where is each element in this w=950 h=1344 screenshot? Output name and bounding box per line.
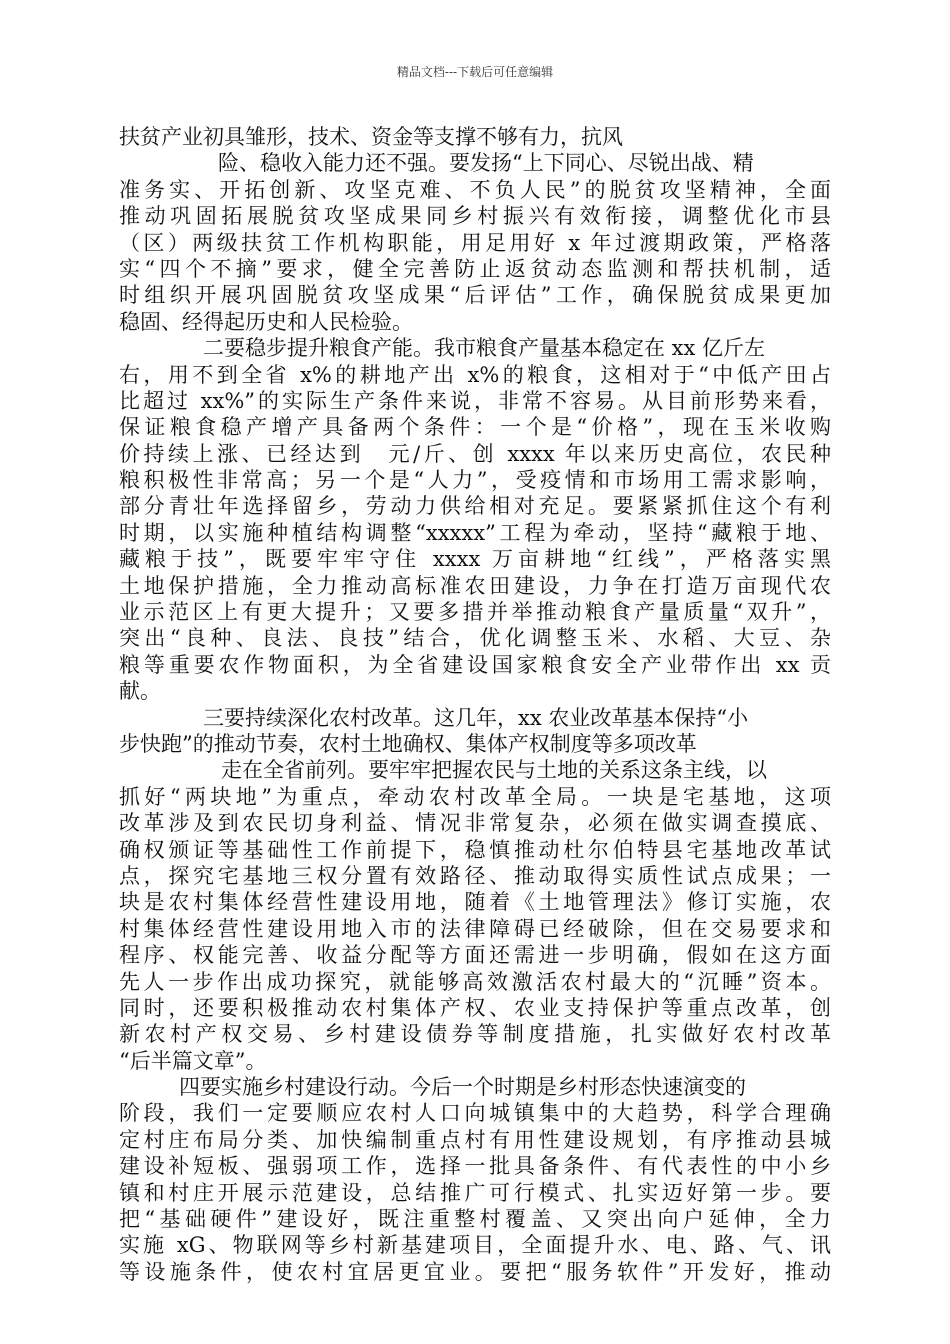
text-line: 块是农村集体经营性建设用地，随着《土地管理法》修订实施，农 xyxy=(119,890,831,915)
page-header: 精品文档---下载后可任意编辑 xyxy=(396,65,554,79)
text-line: 献。 xyxy=(119,679,161,704)
text-line: 扶贫产业初具雏形，技术、资金等支撑不够有力，抗风 xyxy=(119,125,623,149)
text-line: 保证粮食稳产增产具备两个条件：一个是“价格”，现在玉米收购 xyxy=(119,415,831,440)
text-line: 粮积极性非常高；另一个是“人力”，受疫情和市场用工需求影响， xyxy=(119,468,831,493)
text-line: 步快跑”的推动节奏，农村土地确权、集体产权制度等多项改革 xyxy=(119,731,697,756)
text-line: 改革涉及到农民切身利益、情况非常复杂，必须在做实调查摸底、 xyxy=(119,811,831,836)
text-line: 时期，以实施种植结构调整“xxxxx”工程为牵动，坚持“藏粮于地、 xyxy=(119,520,831,545)
text-line: 业示范区上有更大提升；又要多措并举推动粮食产量质量“双升”， xyxy=(119,600,831,625)
text-line: 实施 xG、物联网等乡村新基建项目，全面提升水、电、路、气、讯 xyxy=(119,1233,831,1258)
text-line: 粮等重要农作物面积，为全省建设国家粮食安全产业带作出 xx 贡 xyxy=(119,652,831,677)
text-line: 阶段，我们一定要顺应农村人口向城镇集中的大趋势，科学合理确 xyxy=(119,1101,831,1126)
text-line: 把“基础硬件”建设好，既注重整村覆盖、又突出向户延伸，全力 xyxy=(119,1207,831,1232)
text-line: 等设施条件，使农村宜居更宜业。要把“服务软件”开发好，推动 xyxy=(119,1259,831,1284)
text-line: 镇和村庄开展示范建设，总结推广可行模式、扎实迈好第一步。要 xyxy=(119,1180,831,1205)
text-line: 价持续上涨、已经达到 元/斤、创 xxxx 年以来历史高位，农民种 xyxy=(119,441,831,466)
text-line: 先人一步作出成功探究，就能够高效激活农村最大的“沉睡”资本。 xyxy=(119,969,831,994)
text-line: 推动巩固拓展脱贫攻坚成果同乡村振兴有效衔接，调整优化市县 xyxy=(119,204,831,229)
text-line: 四要实施乡村建设行动。今后一个时期是乡村形态快速演变的 xyxy=(179,1075,746,1100)
text-line: 右，用不到全省 x%的耕地产出 x%的粮食，这相对于“中低产田占 xyxy=(119,362,831,387)
text-line: 比超过 xx%”的实际生产条件来说，非常不容易。从目前形势来看， xyxy=(119,388,831,413)
text-line: 藏粮于技”，既要牢牢守住 xxxx 万亩耕地“红线”，严格落实黑 xyxy=(119,547,831,572)
text-line: 土地保护措施，全力推动高标准农田建设，力争在打造万亩现代农 xyxy=(119,573,831,598)
text-line: 稳固、经得起历史和人民检验。 xyxy=(119,309,413,334)
text-line: 部分青壮年选择留乡，劳动力供给相对充足。要紧紧抓住这个有利 xyxy=(119,494,831,519)
text-line: 村集体经营性建设用地入市的法律障碍已经破除，但在交易要求和 xyxy=(119,916,831,941)
text-line: 建设补短板、强弱项工作，选择一批具备条件、有代表性的中小乡 xyxy=(119,1154,831,1179)
text-line: 同时，还要积极推动农村集体产权、农业支持保护等重点改革，创 xyxy=(119,995,831,1020)
text-line: 三要持续深化农村改革。这几年，xx 农业改革基本保持“小 xyxy=(203,705,749,730)
text-line: 新农村产权交易、乡村建设债券等制度措施，扎实做好农村改革 xyxy=(119,1022,831,1047)
text-line: 突出“良种、良法、良技”结合，优化调整玉米、水稻、大豆、杂 xyxy=(119,626,831,651)
text-line: 险、稳收入能力还不强。要发扬“上下同心、尽锐出战、精 xyxy=(218,151,754,176)
text-line: 二要稳步提升粮食产能。我市粮食产量基本稳定在 xx 亿斤左 xyxy=(203,336,766,361)
text-line: 抓好“两块地”为重点，牵动农村改革全局。一块是宅基地，这项 xyxy=(119,784,831,809)
text-line: “后半篇文章”。 xyxy=(119,1048,267,1073)
text-line: 实“四个不摘”要求，健全完善防止返贫动态监测和帮扶机制，适 xyxy=(119,256,831,281)
text-line: 确权颁证等基础性工作前提下，稳慎推动杜尔伯特县宅基地改革试 xyxy=(119,837,831,862)
text-line: 点，探究宅基地三权分置有效路径、推动取得实质性试点成果；一 xyxy=(119,863,831,888)
text-line: 程序、权能完善、收益分配等方面还需进一步明确，假如在这方面 xyxy=(119,943,831,968)
text-line: 时组织开展巩固脱贫攻坚成果“后评估”工作，确保脱贫成果更加 xyxy=(119,283,831,308)
text-line: （区）两级扶贫工作机构职能，用足用好 x 年过渡期政策，严格落 xyxy=(119,230,831,255)
text-line: 准务实、开拓创新、攻坚克难、不负人民”的脱贫攻坚精神，全面 xyxy=(119,177,831,202)
text-line: 定村庄布局分类、加快编制重点村有用性建设规划，有序推动县城 xyxy=(119,1127,831,1152)
document-body xyxy=(119,124,831,1285)
text-line: 走在全省前列。要牢牢把握农民与土地的关系这条主线，以 xyxy=(221,758,767,783)
